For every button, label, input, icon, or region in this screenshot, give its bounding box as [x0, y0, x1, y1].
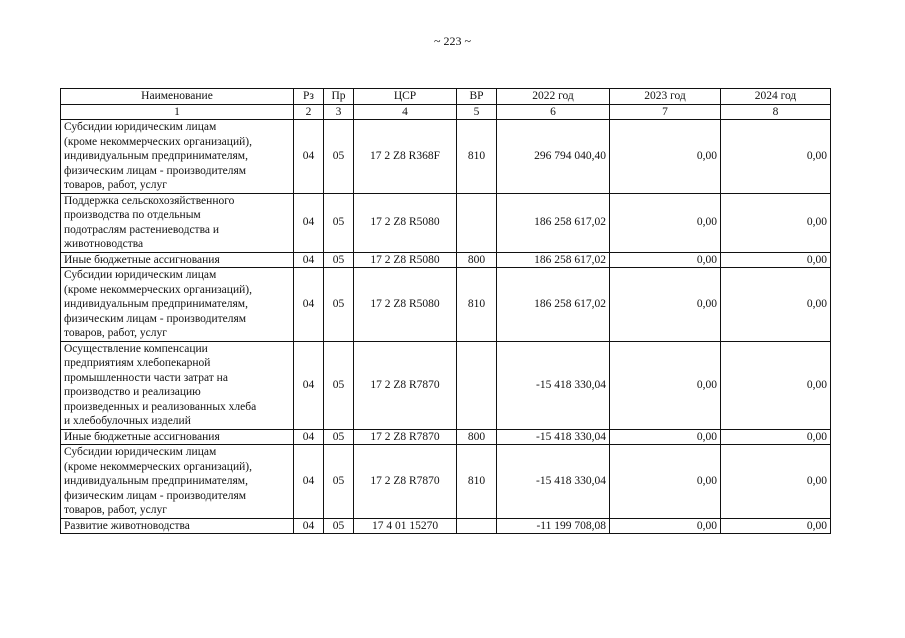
- cell-2023: 0,00: [610, 445, 721, 519]
- cell-2024: 0,00: [721, 445, 831, 519]
- column-number: 7: [610, 104, 721, 120]
- cell-name-line: физическим лицам - производителям: [64, 312, 247, 325]
- cell-name: [61, 445, 294, 519]
- cell-pr: 05: [324, 518, 354, 534]
- cell-name-line: (кроме некоммерческих организаций),: [64, 283, 252, 296]
- cell-2022: 186 258 617,02: [497, 193, 610, 252]
- cell-name: [61, 268, 294, 342]
- cell-name: [61, 252, 294, 268]
- table-row: [61, 445, 831, 519]
- header-2022: 2022 год: [497, 89, 610, 105]
- cell-pr: 05: [324, 120, 354, 194]
- cell-name-line: Развитие животноводства: [64, 519, 190, 532]
- table-body: [61, 120, 831, 534]
- cell-2022: 186 258 617,02: [497, 268, 610, 342]
- cell-2023: 0,00: [610, 268, 721, 342]
- cell-csr: 17 2 Z8 R5080: [354, 268, 457, 342]
- cell-rz: 04: [294, 193, 324, 252]
- cell-name-line: индивидуальным предпринимателям,: [64, 298, 248, 310]
- cell-vr: 810: [457, 268, 497, 342]
- cell-vr: [457, 518, 497, 534]
- cell-2022: -15 418 330,04: [497, 445, 610, 519]
- budget-table: [60, 88, 831, 534]
- cell-name-line: подотраслям растениеводства и: [64, 223, 219, 236]
- cell-2022: -15 418 330,04: [497, 429, 610, 445]
- header-vr: ВР: [457, 89, 497, 105]
- cell-name-line: (кроме некоммерческих организаций),: [64, 460, 252, 473]
- cell-pr: 05: [324, 341, 354, 429]
- cell-2024: 0,00: [721, 193, 831, 252]
- table-row: [61, 341, 831, 429]
- cell-name: [61, 429, 294, 445]
- cell-2022: -15 418 330,04: [497, 341, 610, 429]
- cell-vr: 810: [457, 445, 497, 519]
- table-row: [61, 252, 831, 268]
- cell-rz: 04: [294, 120, 324, 194]
- cell-csr: 17 2 Z8 R5080: [354, 193, 457, 252]
- cell-name-line: товаров, работ, услуг: [64, 327, 167, 339]
- cell-csr: 17 2 Z8 R7870: [354, 445, 457, 519]
- cell-name-line: и хлебобулочных изделий: [64, 415, 191, 427]
- page-number: ~ 223 ~: [434, 34, 471, 48]
- cell-rz: 04: [294, 445, 324, 519]
- cell-csr: 17 4 01 15270: [354, 518, 457, 534]
- cell-2023: 0,00: [610, 429, 721, 445]
- cell-name-line: индивидуальным предпринимателям,: [64, 150, 248, 162]
- cell-rz: 04: [294, 429, 324, 445]
- header-rz: Рз: [294, 89, 324, 105]
- header-2024: 2024 год: [721, 89, 831, 105]
- cell-name-line: Осуществление компенсации: [64, 342, 208, 355]
- cell-2024: 0,00: [721, 120, 831, 194]
- cell-2023: 0,00: [610, 252, 721, 268]
- table-row: [61, 518, 831, 534]
- cell-vr: 800: [457, 252, 497, 268]
- cell-rz: 04: [294, 252, 324, 268]
- cell-2024: 0,00: [721, 268, 831, 342]
- cell-name-line: индивидуальным предпринимателям,: [64, 475, 248, 487]
- cell-pr: 05: [324, 268, 354, 342]
- cell-name-line: Поддержка сельскохозяйственного: [64, 194, 235, 207]
- cell-pr: 05: [324, 252, 354, 268]
- cell-pr: 05: [324, 429, 354, 445]
- column-number: 2: [294, 104, 324, 120]
- cell-2022: 296 794 040,40: [497, 120, 610, 194]
- cell-2022: -11 199 708,08: [497, 518, 610, 534]
- column-number: 4: [354, 104, 457, 120]
- cell-2023: 0,00: [610, 341, 721, 429]
- cell-csr: 17 2 Z8 R7870: [354, 429, 457, 445]
- header-2023: 2023 год: [610, 89, 721, 105]
- cell-name-line: Субсидии юридическим лицам: [64, 446, 217, 458]
- table-row: [61, 120, 831, 194]
- cell-pr: 05: [324, 445, 354, 519]
- cell-2024: 0,00: [721, 341, 831, 429]
- cell-vr: 800: [457, 429, 497, 445]
- cell-name-line: Иные бюджетные ассигнования: [64, 253, 220, 266]
- cell-name-line: Субсидии юридическим лицам: [64, 269, 217, 281]
- cell-2023: 0,00: [610, 193, 721, 252]
- cell-name-line: производство и реализацию: [64, 386, 201, 398]
- cell-2024: 0,00: [721, 429, 831, 445]
- cell-2023: 0,00: [610, 518, 721, 534]
- cell-csr: 17 2 Z8 R7870: [354, 341, 457, 429]
- column-number: 6: [497, 104, 610, 120]
- cell-name-line: предприятиям хлебопекарной: [64, 357, 211, 369]
- cell-rz: 04: [294, 341, 324, 429]
- cell-name-line: (кроме некоммерческих организаций),: [64, 135, 252, 148]
- column-number: 8: [721, 104, 831, 120]
- column-number: 3: [324, 104, 354, 120]
- cell-csr: 17 2 Z8 R5080: [354, 252, 457, 268]
- cell-name: [61, 193, 294, 252]
- cell-name-line: произведенных и реализованных хлеба: [64, 400, 257, 413]
- table-row: [61, 193, 831, 252]
- cell-name-line: производства по отдельным: [64, 209, 201, 221]
- cell-2022: 186 258 617,02: [497, 252, 610, 268]
- cell-pr: 05: [324, 193, 354, 252]
- header-name: Наименование: [61, 89, 294, 105]
- header-pr: Пр: [324, 89, 354, 105]
- cell-2023: 0,00: [610, 120, 721, 194]
- cell-name-line: Субсидии юридическим лицам: [64, 121, 217, 133]
- header-row: [61, 89, 831, 105]
- cell-name-line: промышленности части затрат на: [64, 371, 228, 384]
- cell-name-line: Иные бюджетные ассигнования: [64, 430, 220, 443]
- cell-name: [61, 120, 294, 194]
- header-csr: ЦСР: [354, 89, 457, 105]
- column-number-row: [61, 104, 831, 120]
- cell-rz: 04: [294, 518, 324, 534]
- cell-name-line: товаров, работ, услуг: [64, 179, 167, 191]
- cell-csr: 17 2 Z8 R368F: [354, 120, 457, 194]
- cell-name-line: физическим лицам - производителям: [64, 164, 247, 177]
- column-number: 1: [61, 104, 294, 120]
- table-row: [61, 268, 831, 342]
- cell-vr: 810: [457, 120, 497, 194]
- column-number: 5: [457, 104, 497, 120]
- cell-vr: [457, 193, 497, 252]
- cell-name: [61, 341, 294, 429]
- table-row: [61, 429, 831, 445]
- cell-name-line: товаров, работ, услуг: [64, 504, 167, 516]
- cell-name: [61, 518, 294, 534]
- cell-vr: [457, 341, 497, 429]
- cell-2024: 0,00: [721, 518, 831, 534]
- cell-name-line: физическим лицам - производителям: [64, 489, 247, 502]
- cell-2024: 0,00: [721, 252, 831, 268]
- cell-name-line: животноводства: [64, 238, 144, 250]
- cell-rz: 04: [294, 268, 324, 342]
